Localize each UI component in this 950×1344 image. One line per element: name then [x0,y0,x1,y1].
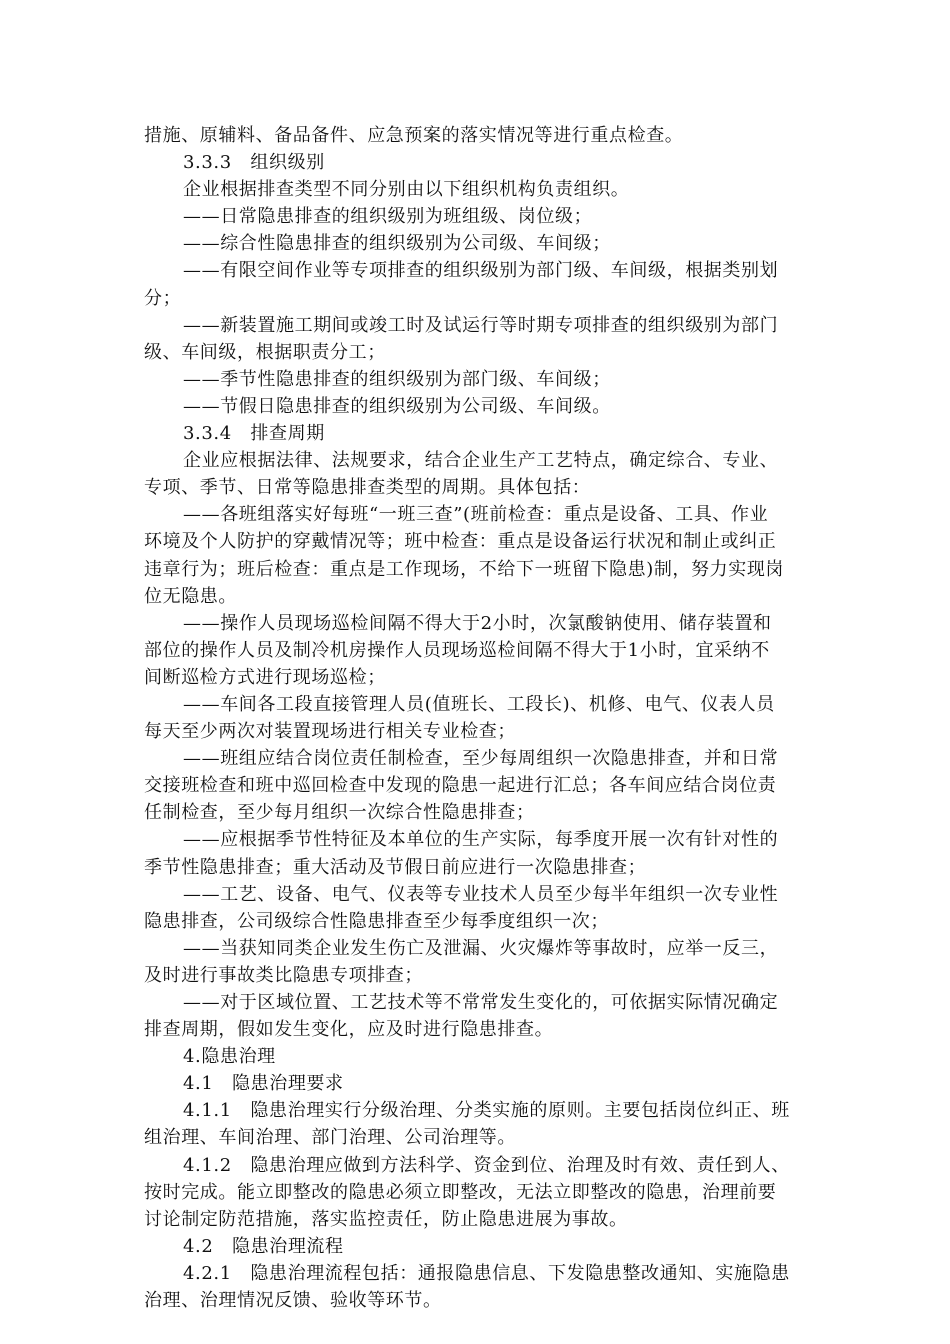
text-line: ——各班组落实好每班“一班三查”(班前检查：重点是设备、工具、作业 [183,504,769,526]
text-line: ——综合性隐患排查的组织级别为公司级、车间级； [183,233,611,255]
text-line: ——车间各工段直接管理人员(值班长、工段长)、机修、电气、仪表人员 [183,693,775,715]
text-line: 环境及个人防护的穿戴情况等；班中检查：重点是设备运行状况和制止或纠正 [144,531,777,553]
text-line: ——工艺、设备、电气、仪表等专业技术人员至少每半年组织一次专业性 [183,883,779,905]
text-line: 组治理、车间治理、部门治理、公司治理等。 [144,1127,516,1149]
text-line: ——应根据季节性特征及本单位的生产实际，每季度开展一次有针对性的 [183,829,779,851]
text-line: ——节假日隐患排查的组织级别为公司级、车间级。 [183,395,611,417]
text-line: 措施、原辅料、备品备件、应急预案的落实情况等进行重点检查。 [144,125,684,146]
text-line: ——新装置施工期间或竣工时及试运行等时期专项排查的组织级别为部门 [183,314,779,336]
text-line: 4.1.2 隐患治理应做到方法科学、资金到位、治理及时有效、责任到人、 [183,1154,790,1176]
text-line: 4.1 隐患治理要求 [183,1073,344,1095]
text-line: ——当获知同类企业发生伤亡及泄漏、火灾爆炸等事故时，应举一反三， [183,937,779,959]
text-line: 每天至少两次对装置现场进行相关专业检查； [144,721,516,743]
text-line: 4.2.1 隐患治理流程包括：通报隐患信息、下发隐患整改通知、实施隐患 [183,1262,790,1284]
text-line: 按时完成。能立即整改的隐患必须立即整改，无法立即整改的隐患，治理前要 [144,1181,777,1203]
text-line: ——操作人员现场巡检间隔不得大于2小时，次氯酸钠使用、储存装置和 [183,612,772,634]
text-line: ——班组应结合岗位责任制检查，至少每周组织一次隐患排查，并和日常 [183,748,779,770]
text-line: ——对于区域位置、工艺技术等不常常发生变化的，可依据实际情况确定 [183,992,779,1013]
text-line: 3.3.4 排查周期 [183,423,325,445]
text-line: 专项、季节、日常等隐患排查类型的周期。具体包括： [144,477,591,499]
text-line: 隐患排查，公司级综合性隐患排查至少每季度组织一次； [144,910,609,932]
text-line: ——日常隐患排查的组织级别为班组级、岗位级； [183,206,593,228]
text-line: 4.1.1 隐患治理实行分级治理、分类实施的原则。主要包括岗位纠正、班 [183,1100,790,1122]
text-line: ——季节性隐患排查的组织级别为部门级、车间级； [183,368,611,390]
text-line: 级、车间级，根据职责分工； [144,341,386,363]
text-line: 企业根据排查类型不同分别由以下组织机构负责组织。 [183,179,630,201]
text-line: 分； [144,287,182,309]
text-line: 部位的操作人员及制冷机房操作人员现场巡检间隔不得大于1小时，宜采纳不 [144,639,770,661]
text-line: 治理、治理情况反馈、验收等环节。 [144,1290,442,1312]
text-line: 讨论制定防范措施，落实监控责任，防止隐患进展为事故。 [144,1208,628,1230]
text-line: 任制检查，至少每月组织一次综合性隐患排查； [144,802,535,824]
text-line: 企业应根据法律、法规要求，结合企业生产工艺特点，确定综合、专业、 [183,450,779,472]
text-line: 违章行为；班后检查：重点是工作现场，不给下一班留下隐患)制，努力实现岗 [144,558,785,580]
text-line: 4.2 隐患治理流程 [183,1235,344,1257]
text-line: 3.3.3 组织级别 [183,152,325,174]
text-line: 季节性隐患排查；重大活动及节假日前应进行一次隐患排查； [144,856,647,878]
document-page [144,122,806,1314]
text-line: 位无隐患。 [144,585,237,607]
text-line: 及时进行事故类比隐患专项排查； [144,964,423,986]
text-line: 交接班检查和班中巡回检查中发现的隐患一起进行汇总；各车间应结合岗位责 [144,775,777,797]
text-line: ——有限空间作业等专项排查的组织级别为部门级、车间级，根据类别划 [183,260,779,282]
text-line: 4.隐患治理 [183,1046,276,1068]
text-line: 间断巡检方式进行现场巡检； [144,666,386,688]
text-line: 排查周期，假如发生变化，应及时进行隐患排查。 [144,1019,554,1041]
